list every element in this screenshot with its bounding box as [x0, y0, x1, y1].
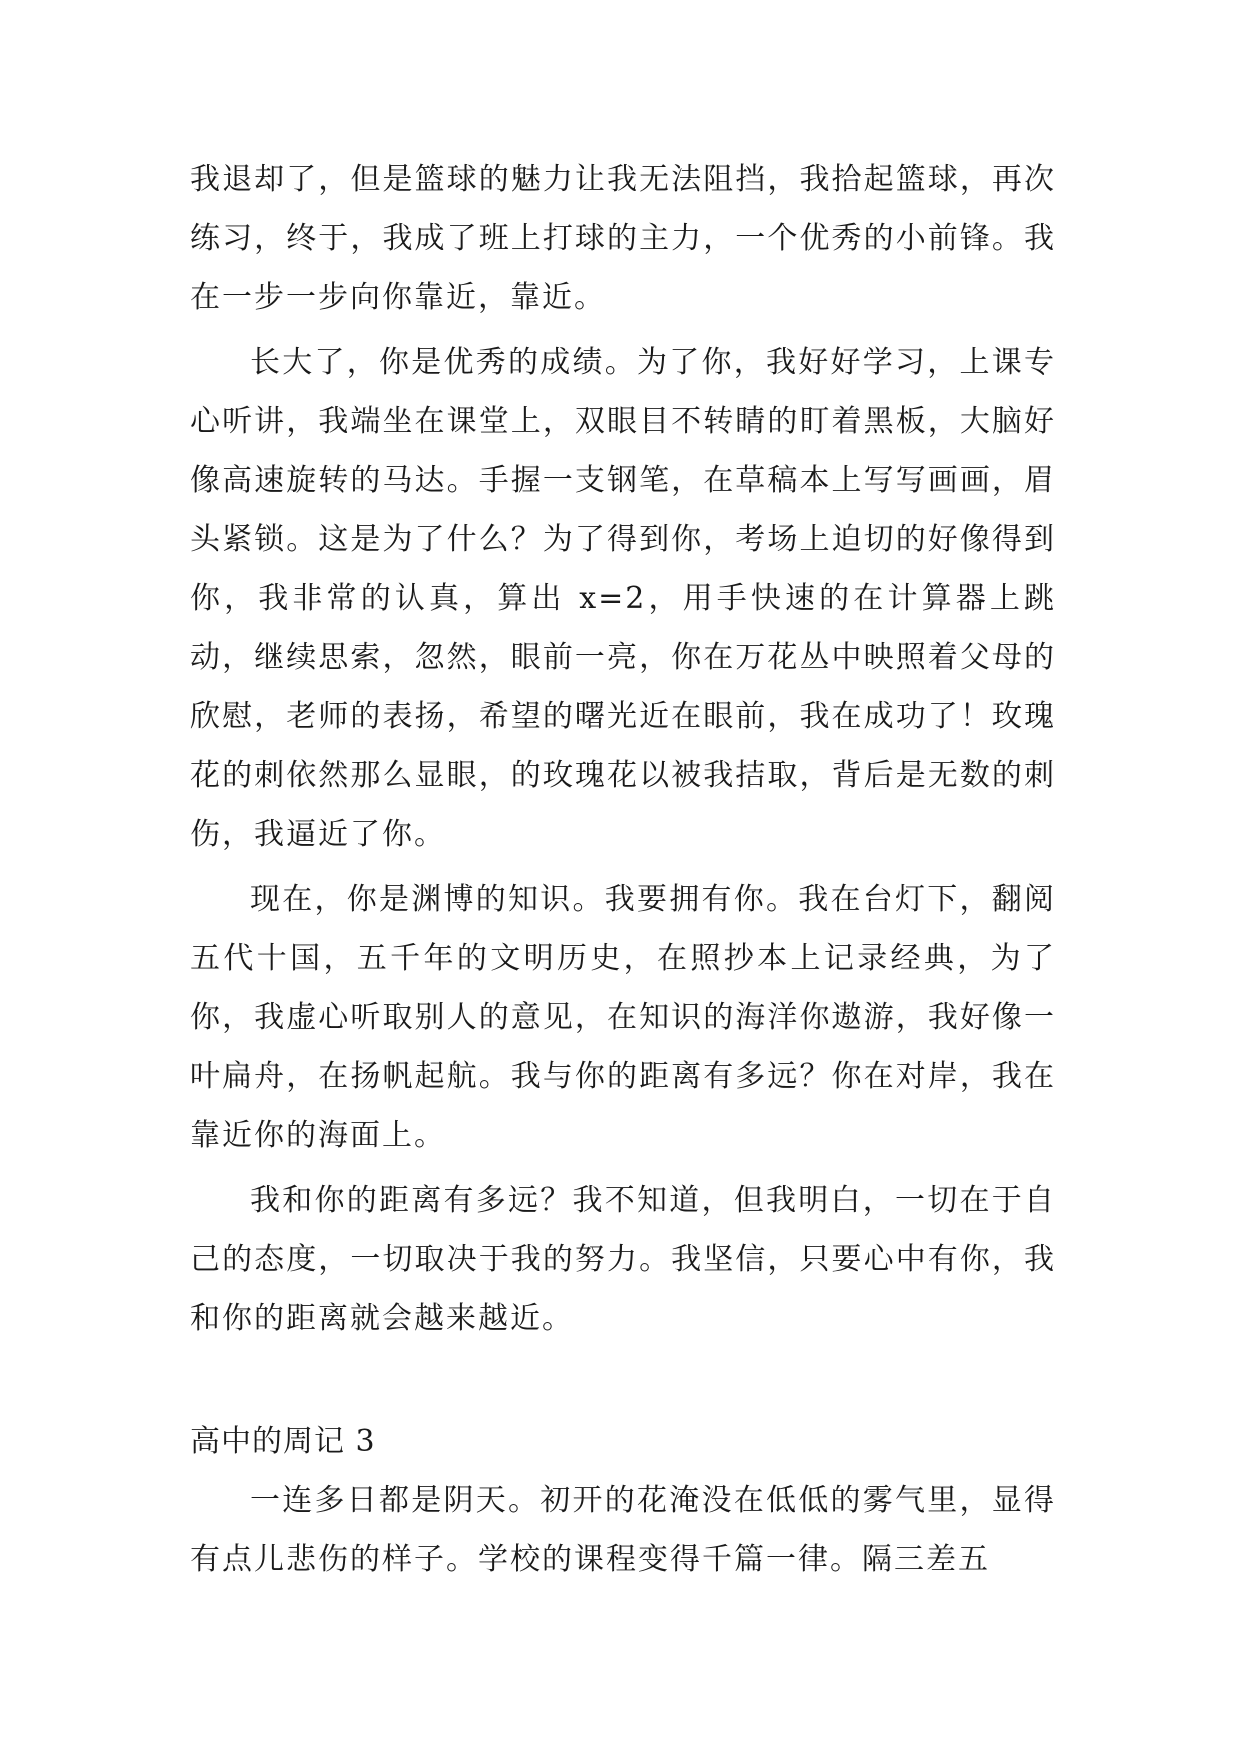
paragraph-5: 一连多日都是阴天。初开的花淹没在低低的雾气里，显得有点儿悲伤的样子。学校的课程变得千篇一律。隔三差五	[190, 1483, 1056, 1577]
paragraph-4: 我和你的距离有多远？我不知道，但我明白，一切在于自己的态度，一切取决于我的努力。我坚信，只要心中有你，我和你的距离就会越来越近。	[190, 1183, 1056, 1336]
paragraph-3: 现在，你是渊博的知识。我要拥有你。我在台灯下，翻阅五代十国，五千年的文明历史，在照抄本上记录经典，为了你，我虚心听取别人的意见，在知识的海洋你遨游，我好像一叶扁舟，在扬帆起航。我与你的距离有多远？你在对岸，我在靠近你的海面上。	[190, 882, 1056, 1153]
section-title: 高中的周记 3	[190, 1424, 376, 1459]
paragraph-2: 长大了，你是优秀的成绩。为了你，我好好学习，上课专心听讲，我端坐在课堂上，双眼目不转睛的盯着黑板，大脑好像高速旋转的马达。手握一支钢笔，在草稿本上写写画画，眉头紧锁。这是为了什么？为了得到你，考场上迫切的好像得到你，我非常的认真，算出 x=2，用手快速的在计算器上跳动，继续思索，忽然，眼前一亮，你在万花丛中映照着父母的欣慰，老师的表扬，希望的曙光近在眼前，我在成功了！玫瑰花的刺依然那么显眼，的玫瑰花以被我拮取，背后是无数的刺伤，我逼近了你。	[190, 345, 1056, 852]
paragraph-1: 我退却了，但是篮球的魅力让我无法阻挡，我拾起篮球，再次练习，终于，我成了班上打球的主力，一个优秀的小前锋。我在一步一步向你靠近，靠近。	[190, 162, 1056, 315]
section-spacer	[190, 1354, 1056, 1412]
document-page	[190, 150, 1056, 1595]
